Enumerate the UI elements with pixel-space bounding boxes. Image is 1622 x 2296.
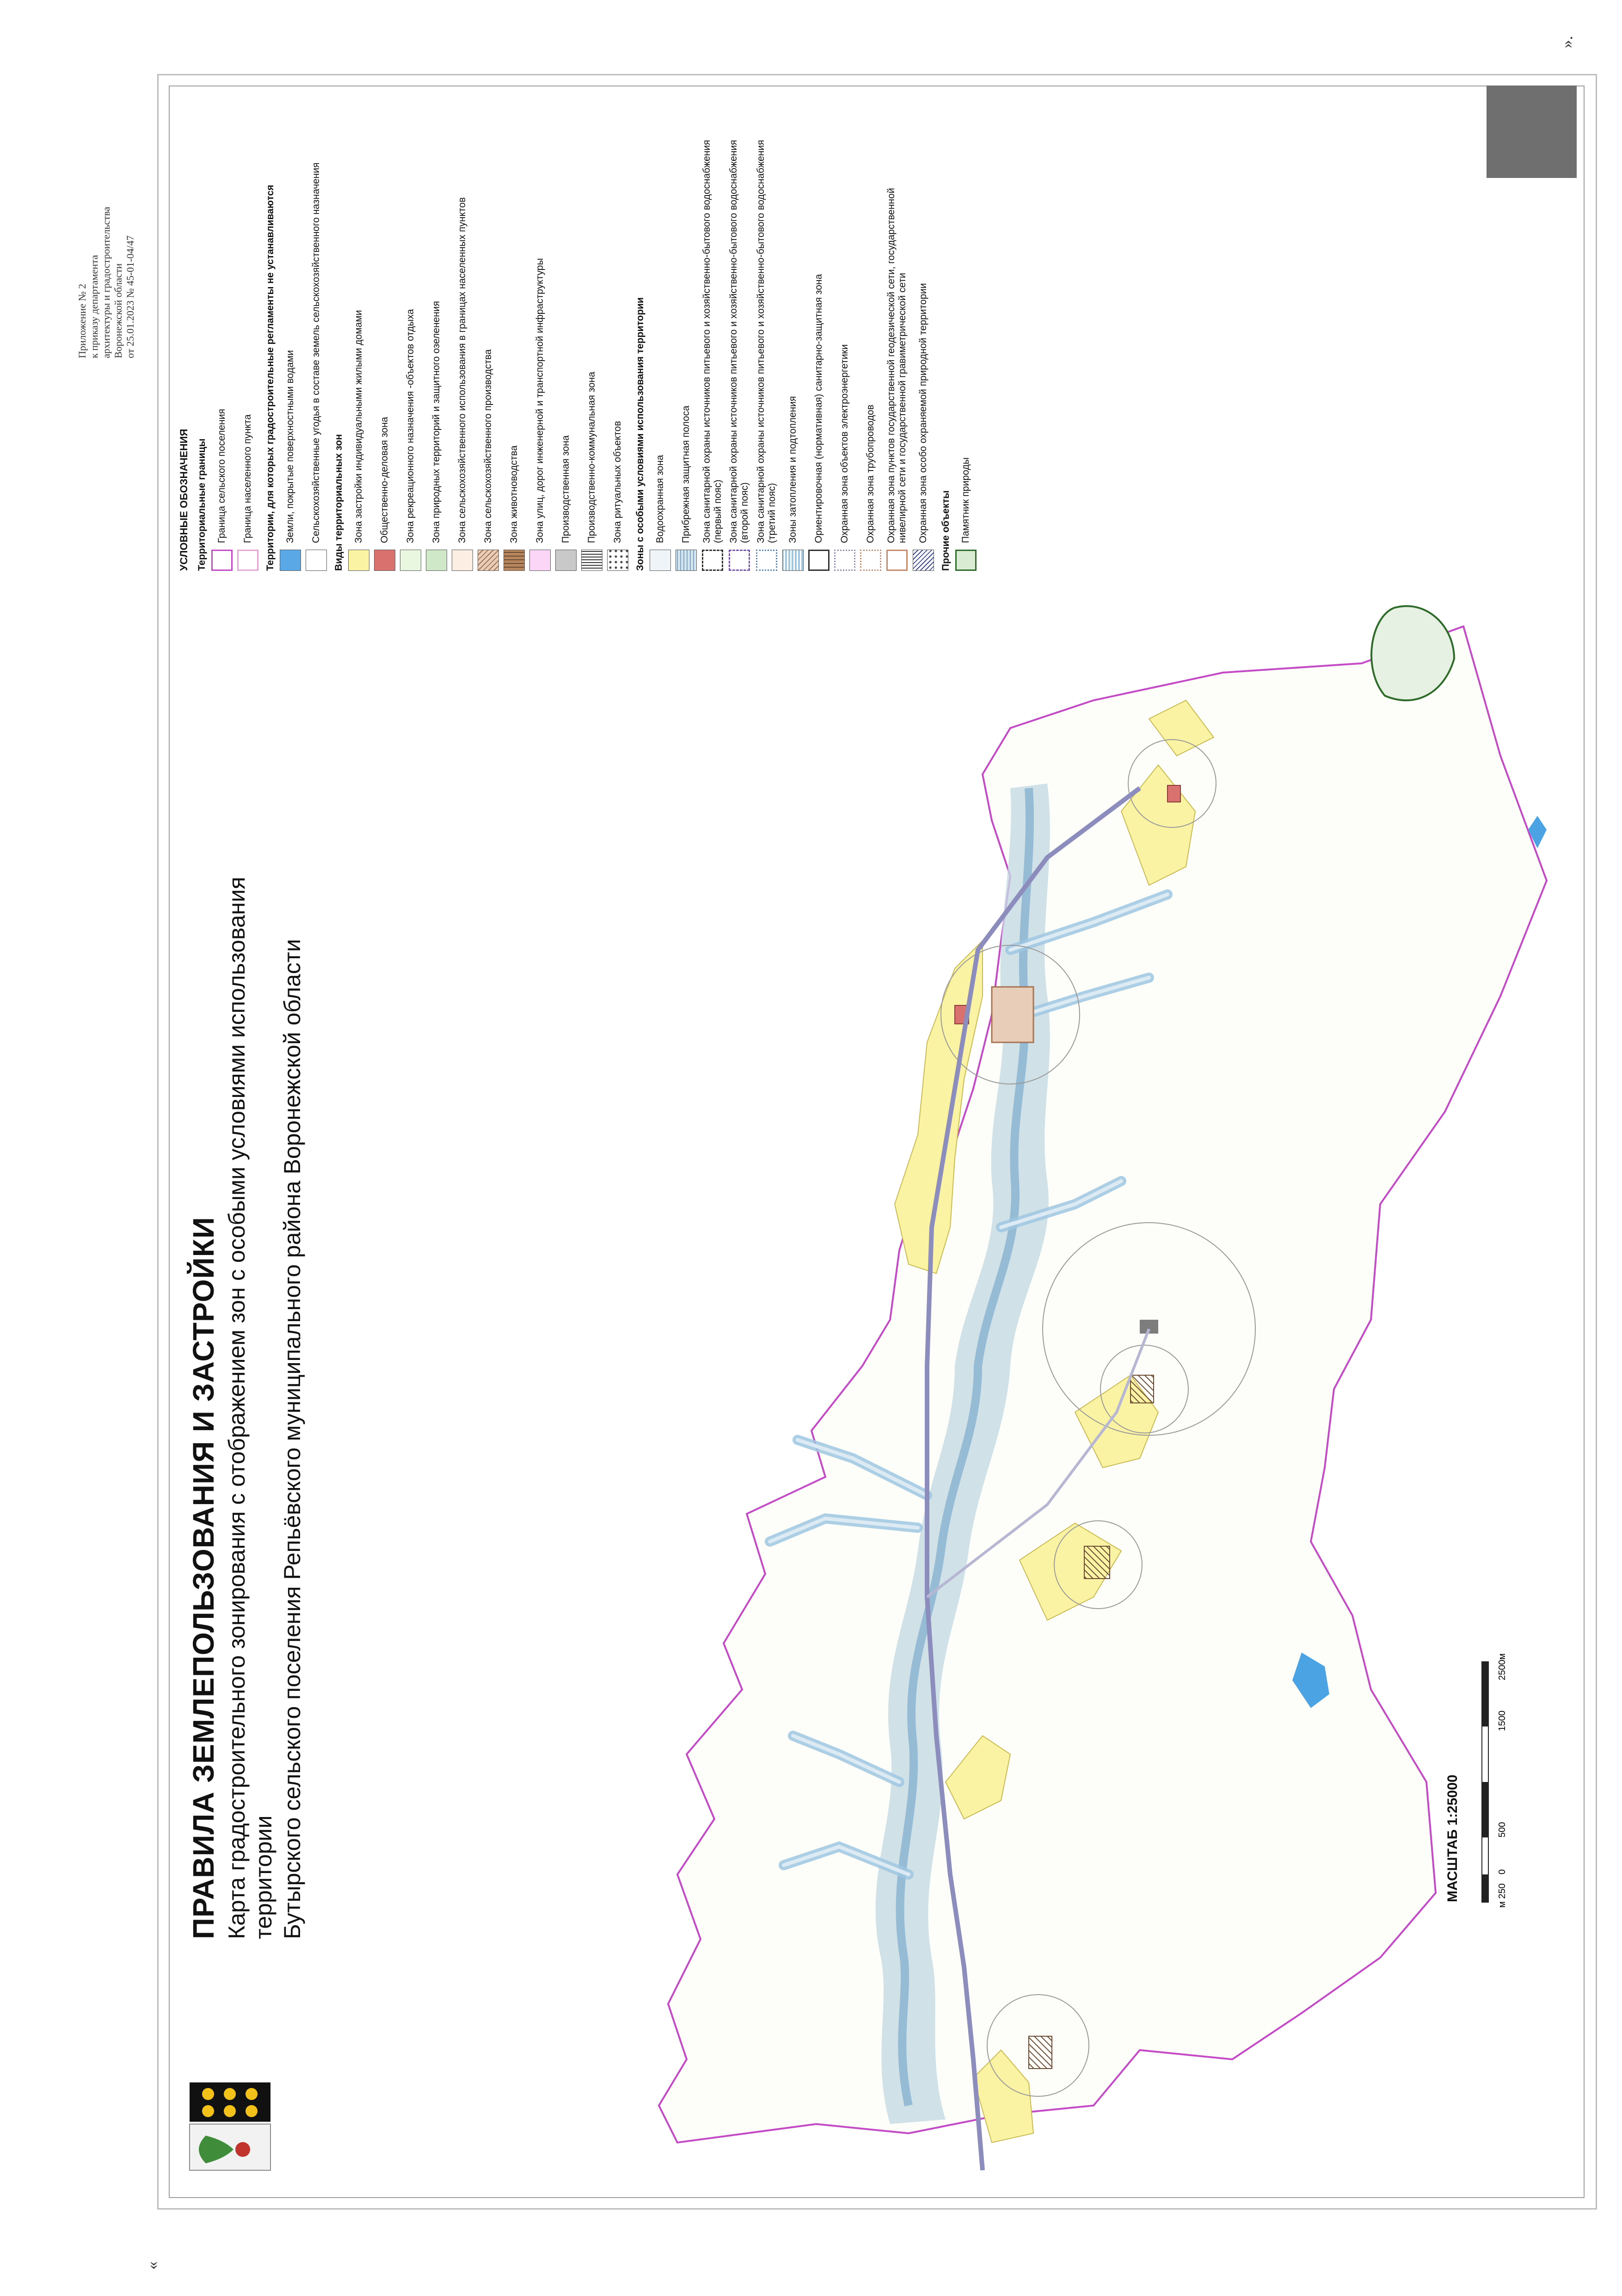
livestock-zone <box>1084 1546 1110 1579</box>
legend-label: Общественно-деловая зона <box>379 416 390 543</box>
scale-title: МАСШТАБ 1:25000 <box>1445 1775 1460 1902</box>
legend-item <box>555 136 577 571</box>
legend-item <box>701 136 724 571</box>
scale-tick: 1500 <box>1497 1710 1507 1731</box>
legend-swatch <box>955 550 977 571</box>
legend-item <box>504 136 525 571</box>
legend-swatch <box>478 550 499 571</box>
legend-swatch <box>400 550 421 571</box>
legend-label: Производственно-коммунальная зона <box>586 372 597 543</box>
legend-label: Зона рекреационного назначения -объектов отдыха <box>405 309 416 543</box>
scale-tick: 500 <box>1497 1822 1507 1837</box>
legend-item <box>211 136 233 571</box>
legend-swatch <box>676 550 697 571</box>
map-subtitle-settlement: Бутырского сельского поселения Репьёвского муниципального района Воронежской области <box>279 939 305 1939</box>
legend-item <box>650 136 671 571</box>
legend-item <box>860 136 881 571</box>
legend-section-title: Территориальные границы <box>197 438 207 571</box>
legend-swatch <box>886 550 908 571</box>
livestock-zone <box>1130 1375 1154 1403</box>
legend-label: Зона санитарной охраны источников питьевого и хозяйственно-бытового водоснабжения (третий пояс) <box>755 140 777 543</box>
legend-label: Земли, покрытые поверхностными водами <box>284 350 295 543</box>
legend-label: Зона сельскохозяйственного использования в границах населенных пунктов <box>456 197 467 543</box>
header-note-line: Воронежской области <box>112 263 124 358</box>
legend-label: Охранная зона объектов электроэнергетики <box>839 344 850 543</box>
legend-label: Зона природных территорий и защитного озеленения <box>430 301 442 543</box>
legend-item <box>280 136 301 571</box>
legend-label: Сельскохозяйственные угодья в составе земель сельскохозяйственного назначения <box>310 162 321 543</box>
agri-production-zone <box>992 987 1033 1042</box>
legend-item <box>676 136 697 571</box>
legend-swatch <box>756 550 777 571</box>
legend-item <box>913 136 934 571</box>
legend-swatch <box>529 550 551 571</box>
legend-swatch <box>306 550 327 571</box>
header-note-line: архитектуры и градостроительства <box>100 207 112 358</box>
map-legend <box>178 136 1103 571</box>
legend-swatch <box>650 550 671 571</box>
legend-swatch <box>860 550 881 571</box>
map-title: ПРАВИЛА ЗЕМЛЕПОЛЬЗОВАНИЯ И ЗАСТРОЙКИ <box>187 1217 220 1939</box>
legend-item <box>529 136 551 571</box>
header-note-line: от 25.01.2023 № 45-01-04/47 <box>124 235 136 358</box>
scale-tick: 2500м <box>1497 1653 1507 1680</box>
legend-label: Зона санитарной охраны источников питьевого и хозяйственно-бытового водоснабжения (второй пояс) <box>728 140 750 543</box>
legend-label: Зона сельскохозяйственного производства <box>482 349 493 543</box>
legend-swatch <box>374 550 395 571</box>
legend-swatch <box>555 550 577 571</box>
legend-item <box>478 136 499 571</box>
settlement-boundary <box>659 626 1547 2143</box>
scale-tick: 0 <box>1497 1869 1507 1874</box>
legend-title: УСЛОВНЫЕ ОБОЗНАЧЕНИЯ <box>178 429 190 571</box>
legend-item <box>886 136 908 571</box>
corner-mark-bottom: « <box>143 2261 161 2270</box>
legend-item <box>782 136 804 571</box>
legend-swatch <box>782 550 804 571</box>
legend-swatch <box>237 550 258 571</box>
legend-item <box>306 136 327 571</box>
legend-item <box>400 136 421 571</box>
livestock-zone <box>1029 2036 1052 2069</box>
legend-label: Зона санитарной охраны источников питьевого и хозяйственно-бытового водоснабжения (первый пояс) <box>701 140 724 543</box>
scale-ruler <box>1468 1653 1519 1911</box>
legend-swatch <box>729 550 750 571</box>
legend-item <box>955 136 977 571</box>
corner-mark-top: ». <box>1557 36 1576 49</box>
map-subtitle: Карта градостроительного зонирования с отображением зон с особыми условиями использования территории <box>224 876 276 1939</box>
legend-item <box>237 136 258 571</box>
legend-swatch <box>452 550 473 571</box>
legend-swatch <box>426 550 447 571</box>
legend-swatch <box>808 550 829 571</box>
approval-stamp-icon <box>1487 86 1577 178</box>
legend-item <box>426 136 447 571</box>
legend-label: Зона животноводства <box>508 445 519 543</box>
scale-bar <box>1445 1653 1524 1911</box>
zoning-map <box>169 580 1585 2198</box>
legend-item <box>374 136 395 571</box>
legend-swatch <box>581 550 602 571</box>
legend-label: Зоны затопления и подтопления <box>787 396 798 543</box>
legend-label: Зона застройки индивидуальными жилыми домами <box>353 310 364 543</box>
legend-item <box>581 136 602 571</box>
legend-label: Охранная зона трубопроводов <box>865 404 876 543</box>
legend-label: Зона улиц, дорог инженерной и транспортной инфраструктуры <box>534 258 545 543</box>
legend-label: Охранная зона пунктов государственной геодезической сети, государственной нивелирной сети и государственной гравиметрической сети <box>885 188 908 543</box>
legend-label: Граница населенного пункта <box>242 414 253 543</box>
legend-item <box>728 136 750 571</box>
legend-item <box>756 136 778 571</box>
legend-item <box>834 136 855 571</box>
legend-label: Памятник природы <box>960 457 971 543</box>
legend-section-title: Территории, для которых градостроительные регламенты не устанавливаются <box>265 184 276 571</box>
legend-item <box>348 136 369 571</box>
legend-label: Ориентировочная (нормативная) санитарно-защитная зона <box>813 274 824 543</box>
legend-swatch <box>504 550 525 571</box>
legend-item <box>607 136 628 571</box>
header-note-line: Приложение № 2 <box>76 283 88 358</box>
scale-tick: м 250 <box>1497 1883 1507 1908</box>
legend-section-title: Прочие объекты <box>940 490 952 571</box>
legend-swatch <box>702 550 723 571</box>
legend-label: Водоохранная зона <box>654 455 665 543</box>
legend-item <box>808 136 829 571</box>
legend-label: Охранная зона особо охраняемой природной территории <box>918 283 929 543</box>
legend-swatch <box>211 550 233 571</box>
legend-swatch <box>913 550 934 571</box>
map-sheet <box>169 86 1585 2198</box>
legend-section-title: Виды территориальных зон <box>333 434 344 571</box>
legend-label: Граница сельского поселения <box>216 409 227 543</box>
legend-swatch <box>348 550 369 571</box>
public-business-zone <box>1167 785 1180 802</box>
legend-label: Производственная зона <box>560 435 571 543</box>
legend-label: Зона ритуальных объектов <box>612 421 623 543</box>
legend-swatch <box>607 550 628 571</box>
legend-section-title: Зоны с особыми условиями использования территории <box>635 297 645 571</box>
legend-item <box>452 136 473 571</box>
legend-swatch <box>834 550 855 571</box>
legend-swatch <box>280 550 301 571</box>
legend-label: Прибрежная защитная полоса <box>680 405 691 543</box>
header-note-line: к приказу департамента <box>88 255 100 358</box>
